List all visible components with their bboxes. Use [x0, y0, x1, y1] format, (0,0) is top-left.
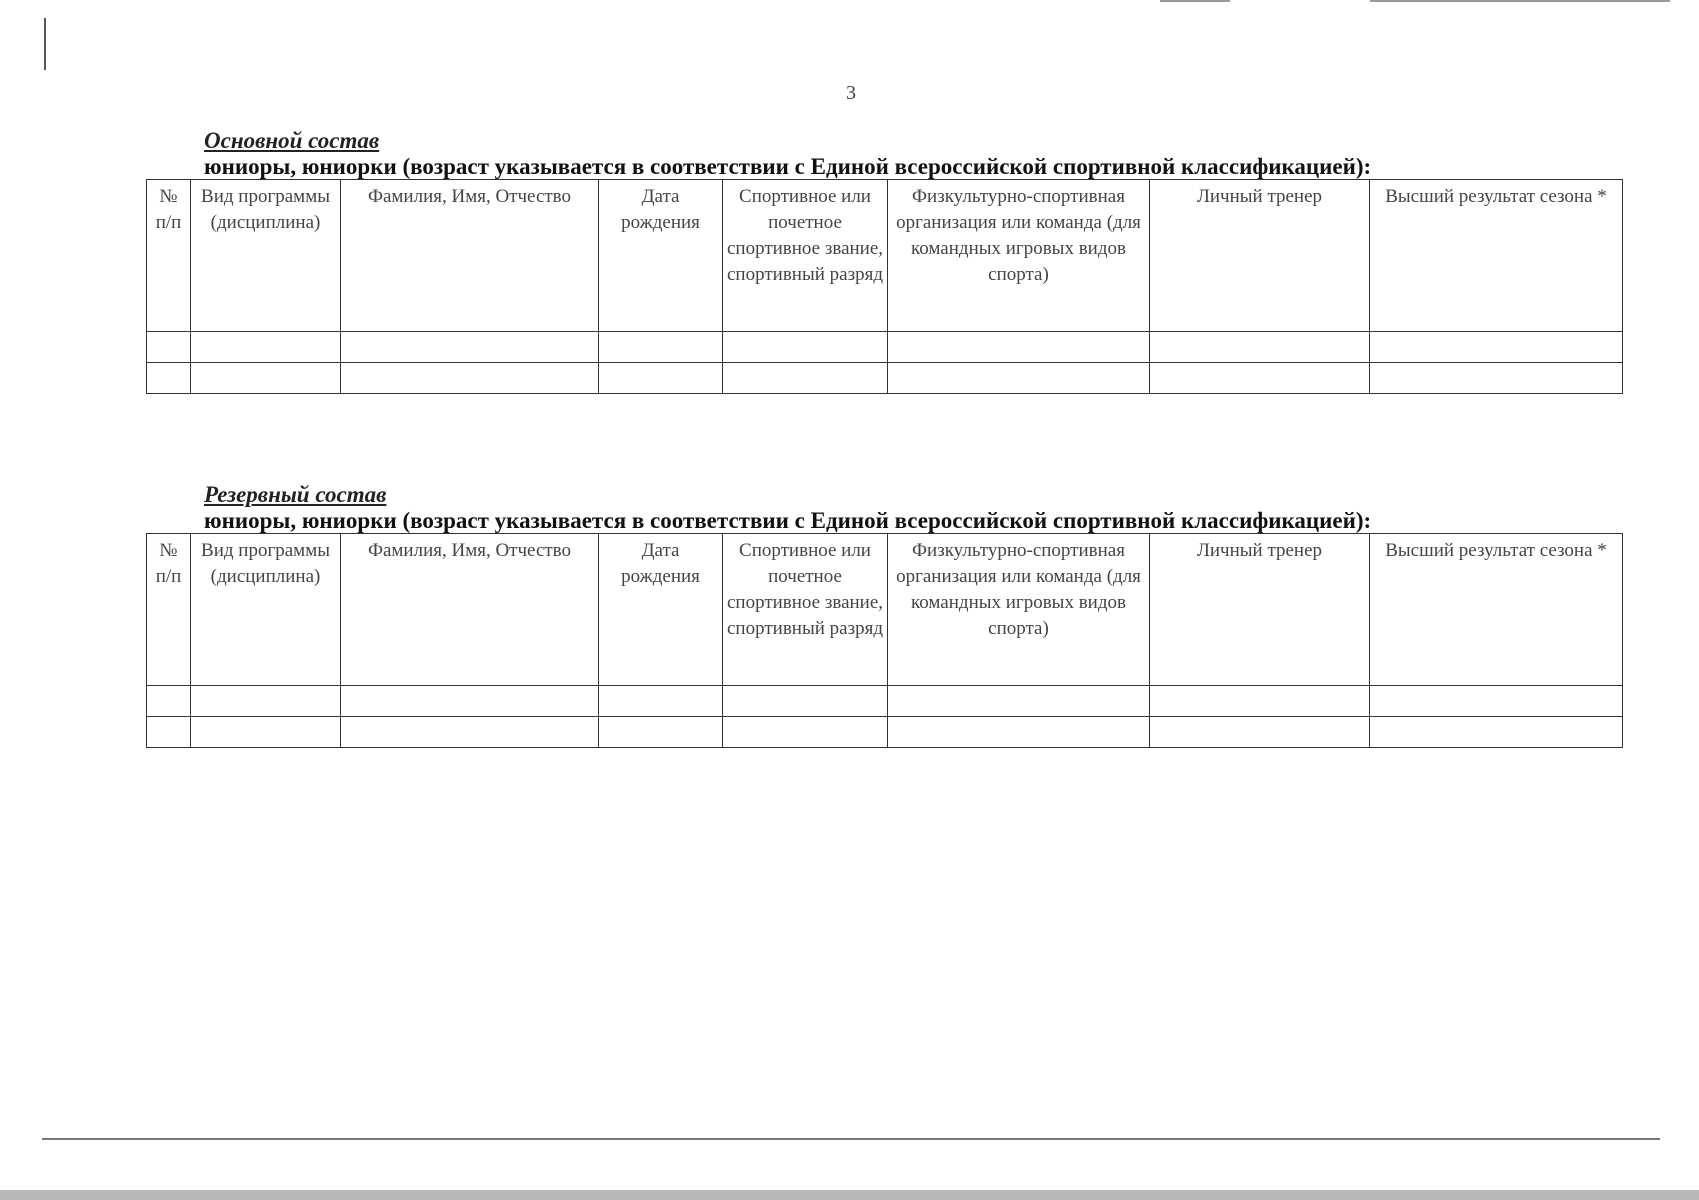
column-header-full-name: Фамилия, Имя, Отчество [341, 180, 599, 332]
column-header-organization: Физкультурно-спортивная организация или команда (для командных игровых видов спорта) [888, 180, 1150, 332]
section-main-roster [146, 128, 1626, 394]
table-row [147, 363, 1623, 394]
column-header-organization: Физкультурно-спортивная организация или команда (для командных игровых видов спорта) [888, 534, 1150, 686]
column-header-best-result: Высший результат сезона * [1370, 180, 1623, 332]
bottom-rule-line [42, 1138, 1660, 1140]
table-cell[interactable] [1370, 717, 1623, 748]
table-cell[interactable] [888, 363, 1150, 394]
section-title: Резервный состав [204, 482, 387, 507]
column-header-birth-date: Дата рождения [599, 180, 723, 332]
table-cell[interactable] [1150, 686, 1370, 717]
column-header-coach: Личный тренер [1150, 180, 1370, 332]
column-header-number: № п/п [147, 180, 191, 332]
table-cell[interactable] [1150, 363, 1370, 394]
column-header-discipline: Вид программы (дисциплина) [191, 180, 341, 332]
table-cell[interactable] [191, 717, 341, 748]
page-number: 3 [846, 82, 856, 104]
column-header-best-result: Высший результат сезона * [1370, 534, 1623, 686]
table-cell[interactable] [341, 717, 599, 748]
table-cell[interactable] [147, 332, 191, 363]
table-cell[interactable] [1370, 332, 1623, 363]
table-cell[interactable] [191, 686, 341, 717]
table-row [147, 717, 1623, 748]
table-cell[interactable] [723, 686, 888, 717]
table-cell[interactable] [147, 717, 191, 748]
table-cell[interactable] [888, 332, 1150, 363]
table-cell[interactable] [341, 686, 599, 717]
table-cell[interactable] [888, 717, 1150, 748]
table-cell[interactable] [1370, 686, 1623, 717]
column-header-sport-rank: Спортивное или почетное спортивное звание, спортивный разряд [723, 180, 888, 332]
table-cell[interactable] [599, 717, 723, 748]
table-cell[interactable] [723, 332, 888, 363]
roster-table [146, 533, 1623, 748]
column-header-birth-date: Дата рождения [599, 534, 723, 686]
table-header-row [147, 180, 1623, 332]
section-subtitle: юниоры, юниорки (возраст указывается в соответствии с Единой всероссийской спортивной классификацией): [204, 508, 1372, 533]
table-cell[interactable] [147, 686, 191, 717]
section-subtitle: юниоры, юниорки (возраст указывается в соответствии с Единой всероссийской спортивной классификацией): [204, 154, 1372, 179]
section-title: Основной состав [204, 128, 380, 153]
table-cell[interactable] [1150, 332, 1370, 363]
section-reserve-roster [146, 482, 1626, 748]
table-cell[interactable] [723, 717, 888, 748]
column-header-discipline: Вид программы (дисциплина) [191, 534, 341, 686]
table-cell[interactable] [1150, 717, 1370, 748]
table-cell[interactable] [341, 332, 599, 363]
table-cell[interactable] [341, 363, 599, 394]
table-cell[interactable] [191, 363, 341, 394]
column-header-coach: Личный тренер [1150, 534, 1370, 686]
roster-table [146, 179, 1623, 394]
table-header-row [147, 534, 1623, 686]
table-cell[interactable] [723, 363, 888, 394]
table-cell[interactable] [147, 363, 191, 394]
column-header-full-name: Фамилия, Имя, Отчество [341, 534, 599, 686]
table-row [147, 332, 1623, 363]
table-cell[interactable] [599, 363, 723, 394]
scan-edge-mark [44, 18, 46, 70]
scan-edge-mark [1160, 0, 1230, 2]
table-cell[interactable] [888, 686, 1150, 717]
table-row [147, 686, 1623, 717]
scan-edge-mark [1370, 0, 1670, 2]
scan-bottom-edge [0, 1190, 1699, 1200]
table-cell[interactable] [191, 332, 341, 363]
column-header-sport-rank: Спортивное или почетное спортивное звание, спортивный разряд [723, 534, 888, 686]
table-cell[interactable] [599, 686, 723, 717]
column-header-number: № п/п [147, 534, 191, 686]
table-cell[interactable] [1370, 363, 1623, 394]
table-cell[interactable] [599, 332, 723, 363]
